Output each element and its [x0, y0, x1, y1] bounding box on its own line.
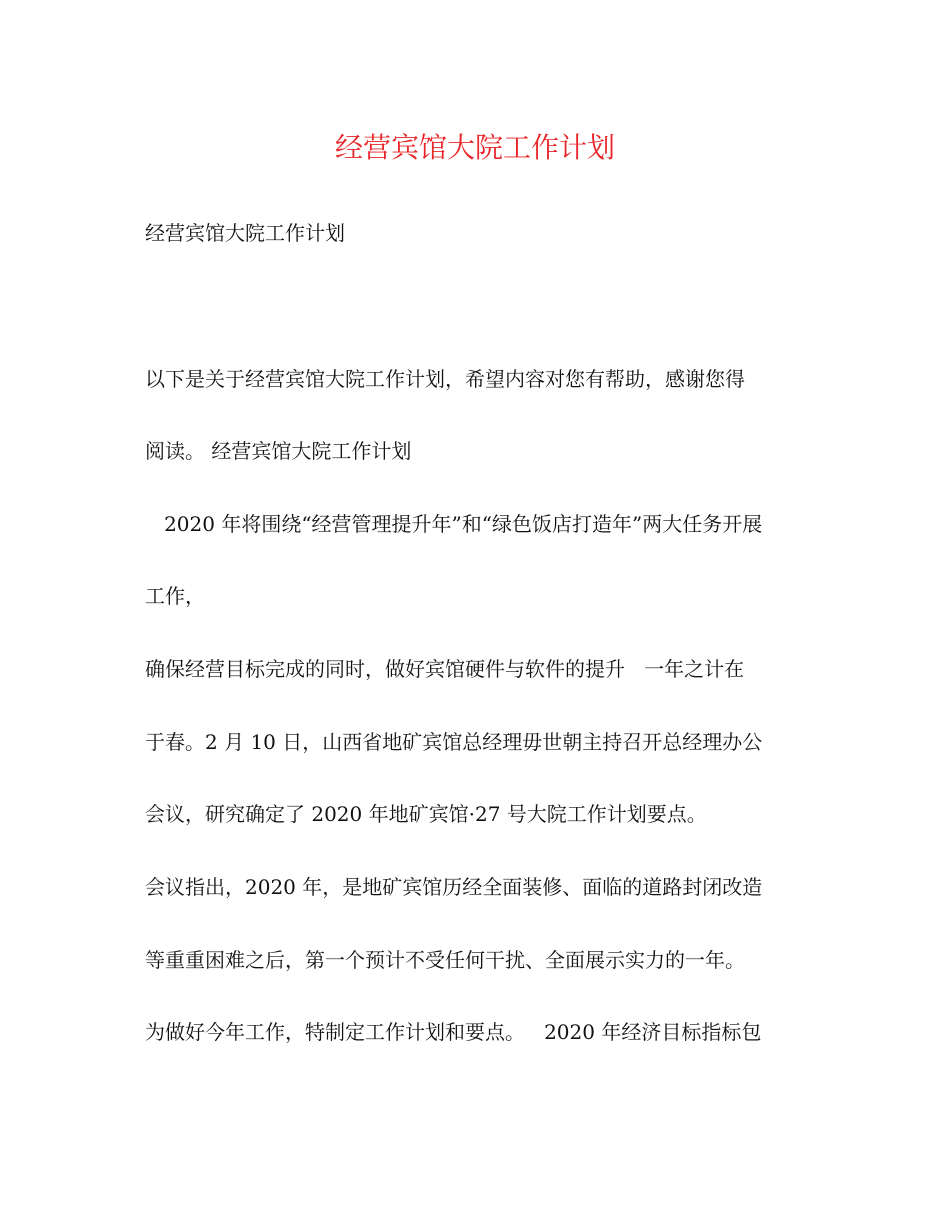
body-line: 工作， [145, 584, 205, 608]
document-title: 经营宾馆大院工作计划 [334, 131, 615, 164]
body-line: 为做好今年工作，特制定工作计划和要点。 2020 年经济目标指标包 [145, 1020, 762, 1044]
body-line: 确保经营目标完成的同时，做好宾馆硬件与软件的提升 一年之计在 [145, 657, 745, 681]
subtitle-line: 经营宾馆大院工作计划 [145, 221, 345, 245]
body-line: 等重重困难之后，第一个预计不受任何干扰、全面展示实力的一年。 [145, 948, 745, 972]
body-line: 以下是关于经营宾馆大院工作计划，希望内容对您有帮助，感谢您得 [145, 367, 745, 391]
body-line: 阅读。 经营宾馆大院工作计划 [145, 439, 412, 463]
body-line: 会议，研究确定了 2020 年地矿宾馆·27 号大院工作计划要点。 [145, 802, 707, 826]
body-line: 于春。2 月 10 日，山西省地矿宾馆总经理毋世朝主持召开总经理办公 [145, 730, 763, 754]
body-line: 会议指出，2020 年，是地矿宾馆历经全面装修、面临的道路封闭改造 [145, 875, 763, 899]
body-line: 2020 年将围绕“经营管理提升年”和“绿色饭店打造年”两大任务开展 [145, 512, 763, 536]
